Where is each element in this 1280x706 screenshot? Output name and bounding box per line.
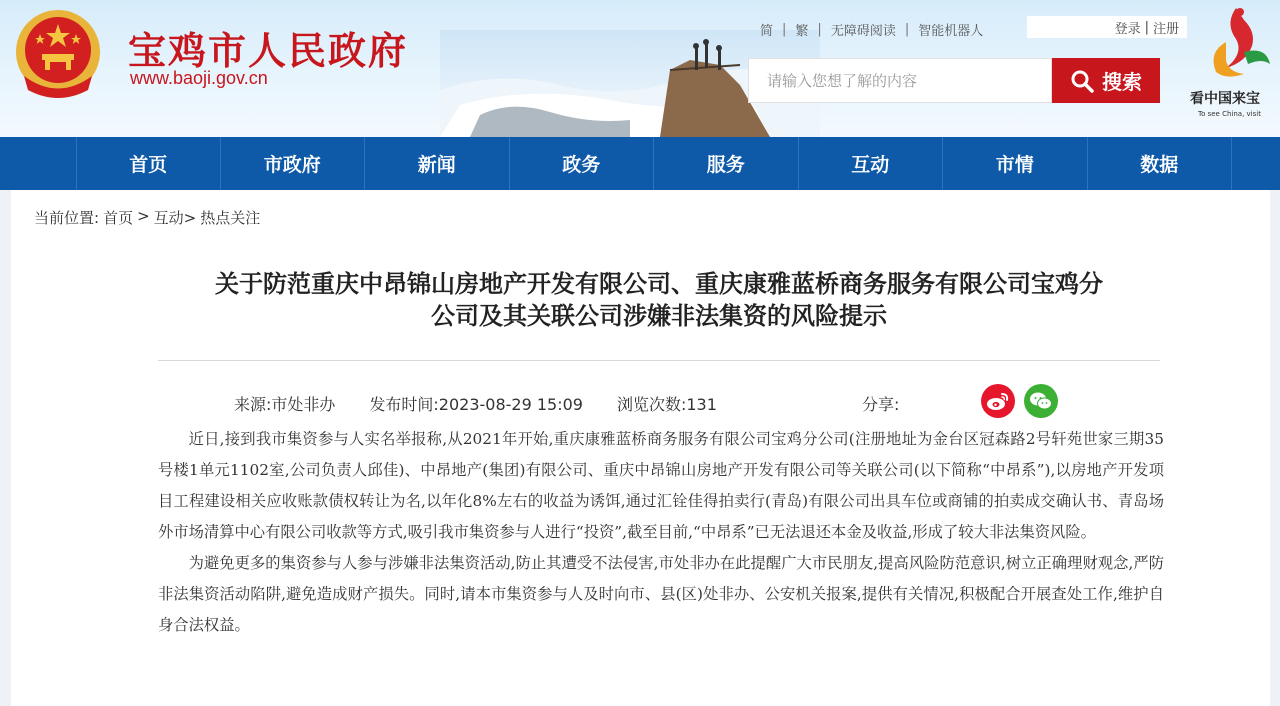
nav-item-services[interactable]: 服务 <box>654 137 799 190</box>
search-icon <box>1070 69 1094 93</box>
weibo-icon <box>986 391 1010 411</box>
article-title-line-2: 公司及其关联公司涉嫌非法集资的风险提示 <box>431 302 887 330</box>
title-divider <box>158 360 1160 361</box>
wechat-share-button[interactable] <box>1024 384 1058 418</box>
national-emblem-icon <box>10 6 106 102</box>
nav-item-interaction[interactable]: 互动 <box>799 137 944 190</box>
breadcrumb-separator: > <box>137 207 150 225</box>
article-paragraph: 为避免更多的集资参与人参与涉嫌非法集资活动,防止其遭受不法侵害,市处非办在此提醒广大市民朋友,提高风险防范意识,树立正确理财观念,严防非法集资活动陷阱,避免造成财产损失。同时,请本市集资参与人及时向市、县(区)处非办、公安机关报案,提供有关情况,积极配合开展查处工作,维护自身合法权益。 <box>158 554 1164 634</box>
share-label: 分享: <box>862 395 900 414</box>
phoenix-logo-icon <box>1196 2 1276 86</box>
article-meta <box>234 392 751 414</box>
article-paragraph: 近日,接到我市集资参与人实名举报称,从2021年开始,重庆康雅蓝桥商务服务有限公司宝鸡分公司(注册地址为金台区冠森路2号轩苑世家三期35号楼1单元1102室,公司负责人邱佳)、中昂地产(集团)有限公司、重庆中昂锦山房地产开发有限公司等关联公司(以下简称“中昂系”),以房地产开发项目工程建设相关应收账款债权转让为名,以年化8%左右的收益为诱饵,通过汇铨佳得拍卖行(青岛)有限公司出具车位或商铺的拍卖成交确认书、青岛场外市场清算中心有限公司收款等方式,吸引我市集资参与人进行“投资”,截至目前,“中昂系”已无法退还本金及收益,形成了较大非法集资风险。 <box>158 430 1164 541</box>
article-source: 来源:市处非办 <box>234 394 336 414</box>
register-link[interactable]: 注册 <box>1152 21 1179 37</box>
nav-item-government[interactable]: 市政府 <box>221 137 366 190</box>
main-nav <box>0 137 1280 190</box>
article-body <box>158 424 1164 641</box>
weibo-share-button[interactable] <box>981 384 1015 418</box>
nav-item-home[interactable]: 首页 <box>76 137 221 190</box>
nav-item-news[interactable]: 新闻 <box>365 137 510 190</box>
site-header <box>0 0 1280 137</box>
nav-item-city-info[interactable]: 市情 <box>943 137 1088 190</box>
login-box: 登录 | 注册 <box>1027 16 1187 38</box>
chatbot-link[interactable]: 智能机器人 <box>918 24 984 39</box>
site-name[interactable]: 宝鸡市人民政府 <box>128 28 409 73</box>
nav-item-data[interactable]: 数据 <box>1088 137 1233 190</box>
site-url[interactable]: www.baoji.gov.cn <box>130 68 268 88</box>
article-title-line-1: 关于防范重庆中昂锦山房地产开发有限公司、重庆康雅蓝桥商务服务有限公司宝鸡分 <box>215 270 1103 298</box>
search-button[interactable] <box>1052 58 1160 103</box>
search-placeholder: 请输入您想了解的内容 <box>767 72 918 90</box>
login-link[interactable]: 登录 <box>1114 21 1141 37</box>
accessibility-link[interactable]: 无障碍阅读 <box>830 24 896 39</box>
article-views: 浏览次数:131 <box>616 394 717 414</box>
search-button-label: 搜索 <box>1102 70 1142 94</box>
breadcrumb <box>34 207 260 228</box>
simplified-chinese-link[interactable]: 简 <box>760 24 774 39</box>
article-title <box>158 268 1160 332</box>
breadcrumb-prefix: 当前位置: <box>34 209 100 227</box>
breadcrumb-home[interactable]: 首页 <box>103 209 134 227</box>
breadcrumb-hot-topics[interactable]: 热点关注 <box>200 209 261 227</box>
visit-baoji-logo[interactable] <box>1188 2 1280 132</box>
logo-subtext: To see China, visit <box>1198 110 1261 118</box>
breadcrumb-interaction[interactable]: 互动> <box>153 209 197 227</box>
top-links: 简 | 繁 | 无障碍阅读 | 智能机器人 <box>760 22 984 39</box>
traditional-chinese-link[interactable]: 繁 <box>795 24 809 39</box>
search-input[interactable] <box>748 58 1052 103</box>
wechat-icon <box>1029 391 1053 411</box>
nav-item-affairs[interactable]: 政务 <box>510 137 655 190</box>
article-publish-time: 发布时间:2023-08-29 15:09 <box>369 394 583 414</box>
logo-text: 看中国来宝 <box>1190 91 1260 107</box>
